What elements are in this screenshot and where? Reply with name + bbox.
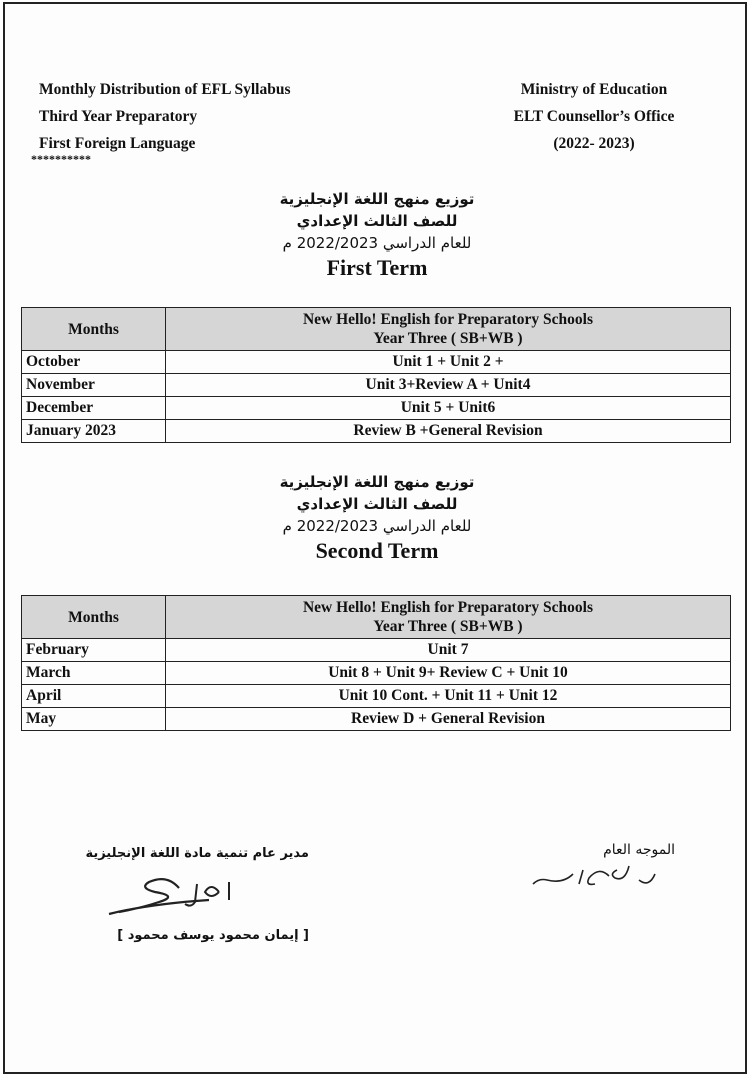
- header-left-block: [39, 76, 291, 157]
- table-row: [22, 662, 731, 685]
- language-label: First Foreign Language: [39, 135, 196, 152]
- first-term-title: First Term: [326, 255, 428, 280]
- table-row: [22, 639, 731, 662]
- months-header: Months: [22, 596, 166, 639]
- content-cell: Unit 10 Cont. + Unit 11 + Unit 12: [166, 685, 731, 708]
- director-title: مدير عام تنمية مادة اللغة الإنجليزية: [85, 846, 309, 861]
- supervisor-signature-icon: [525, 856, 665, 896]
- book-title: New Hello! English for Preparatory Schools: [302, 311, 594, 328]
- arabic-heading-line2: للصف الثالث الإعدادي: [296, 495, 458, 513]
- office-label: ELT Counsellor’s Office: [513, 108, 675, 125]
- table-row: [22, 351, 731, 374]
- supervisor-signature-block: [525, 842, 675, 858]
- year-label: (2022- 2023): [553, 135, 635, 152]
- content-header: [166, 596, 731, 639]
- book-title: New Hello! English for Preparatory Schools: [302, 599, 594, 616]
- document-page: [3, 2, 747, 1074]
- content-cell: Unit 5 + Unit6: [166, 397, 731, 420]
- first-term-heading: [5, 188, 749, 282]
- month-cell: December: [22, 397, 166, 420]
- director-signature-block: [49, 846, 309, 943]
- arabic-heading-line3: للعام الدراسي 2022/2023 م: [282, 234, 472, 252]
- month-cell: November: [22, 374, 166, 397]
- table-header-row: [22, 596, 731, 639]
- content-cell: Review B +General Revision: [166, 420, 731, 443]
- arabic-heading-line2: للصف الثالث الإعدادي: [296, 212, 458, 230]
- content-cell: Unit 1 + Unit 2 +: [166, 351, 731, 374]
- month-cell: May: [22, 708, 166, 731]
- table-header-row: [22, 308, 731, 351]
- grade-label: Third Year Preparatory: [39, 108, 198, 125]
- month-cell: April: [22, 685, 166, 708]
- content-cell: Review D + General Revision: [166, 708, 731, 731]
- header-right-block: [494, 76, 694, 157]
- content-cell: Unit 8 + Unit 9+ Review C + Unit 10: [166, 662, 731, 685]
- arabic-heading-line3: للعام الدراسي 2022/2023 م: [282, 517, 472, 535]
- content-cell: Unit 3+Review A + Unit4: [166, 374, 731, 397]
- month-cell: February: [22, 639, 166, 662]
- director-signature-icon: [79, 870, 279, 920]
- table-row: [22, 708, 731, 731]
- month-cell: March: [22, 662, 166, 685]
- arabic-heading-line1: توزيع منهج اللغة الإنجليزية: [279, 190, 475, 208]
- table-row: [22, 420, 731, 443]
- second-term-table: [21, 595, 731, 731]
- content-header: [166, 308, 731, 351]
- stars-divider: **********: [31, 152, 91, 166]
- second-term-title: Second Term: [315, 538, 439, 563]
- month-cell: January 2023: [22, 420, 166, 443]
- table-row: [22, 685, 731, 708]
- syllabus-title: Monthly Distribution of EFL Syllabus: [39, 81, 291, 98]
- arabic-heading-line1: توزيع منهج اللغة الإنجليزية: [279, 473, 475, 491]
- content-cell: Unit 7: [166, 639, 731, 662]
- ministry-label: Ministry of Education: [520, 81, 668, 98]
- supervisor-title: الموجه العام: [603, 842, 675, 858]
- second-term-heading: [5, 471, 749, 565]
- first-term-table: [21, 307, 731, 443]
- director-name: [ إيمان محمود يوسف محمود ]: [117, 928, 309, 943]
- book-year: Year Three ( SB+WB ): [373, 330, 523, 347]
- months-header: Months: [22, 308, 166, 351]
- table-row: [22, 397, 731, 420]
- table-row: [22, 374, 731, 397]
- month-cell: October: [22, 351, 166, 374]
- book-year: Year Three ( SB+WB ): [373, 618, 523, 635]
